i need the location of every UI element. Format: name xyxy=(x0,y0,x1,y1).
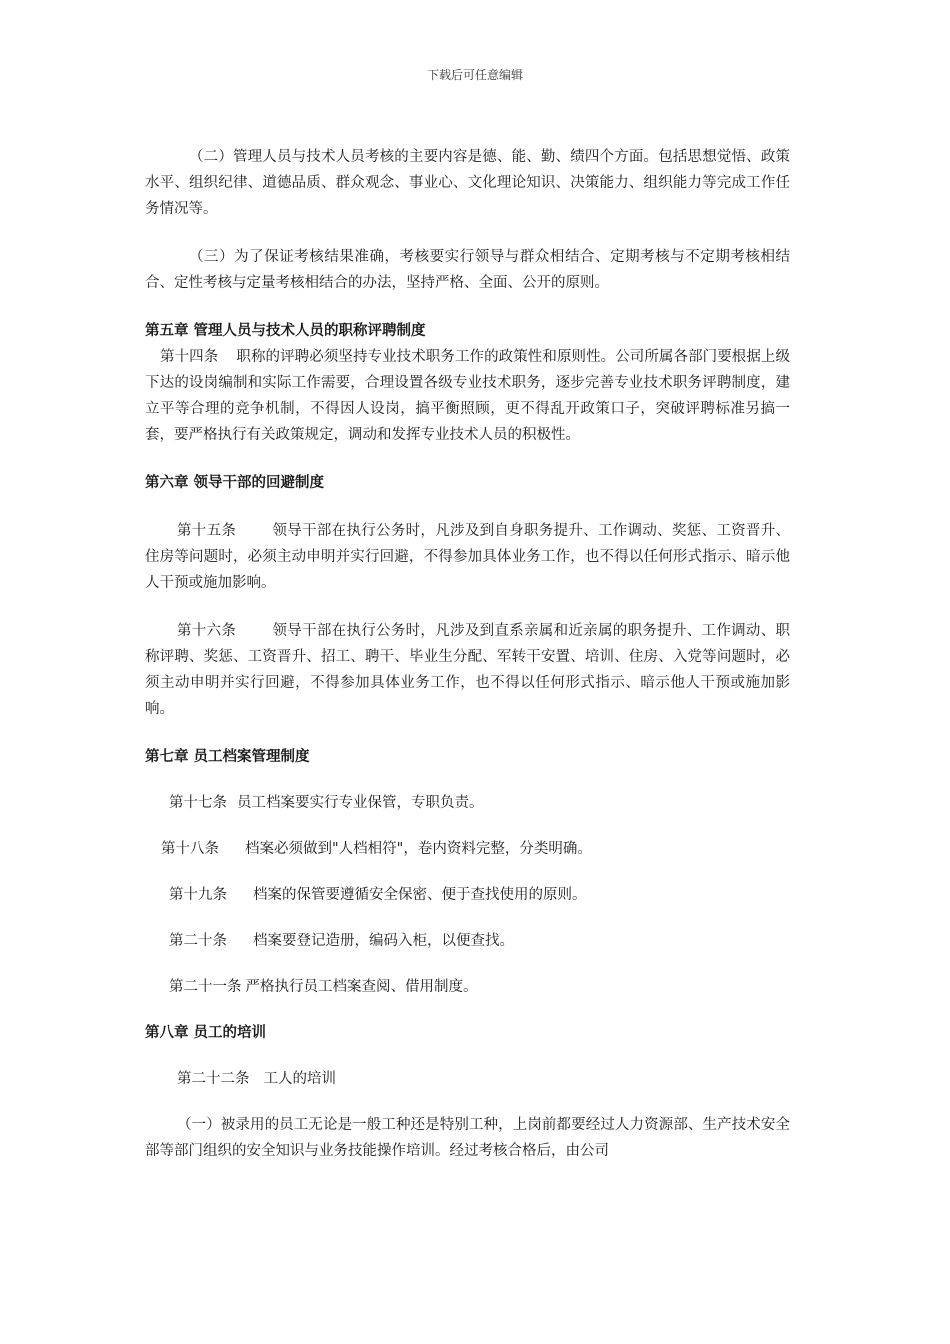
article-16-number: 第十六条 xyxy=(177,623,237,639)
article-21-number: 第二十一条 xyxy=(169,979,242,995)
paragraph-assessment-method: （三）为了保证考核结果准确，考核要实行领导与群众相结合、定期考核与不定期考核相结合、定性考核与定量考核相结合的办法，坚持严格、全面、公开的原则。 xyxy=(145,249,790,291)
article-15-text: 领导干部在执行公务时，凡涉及到自身职务提升、工作调动、奖惩、工资晋升、住房等问题时，必须主动申明并实行回避，不得参加具体业务工作，也不得以任何形式指示、暗示他人干预或施加影响。 xyxy=(145,523,791,591)
article-14-number: 第十四条 xyxy=(160,349,219,365)
article-20-text: 档案要登记造册，编码入柜，以便查找。 xyxy=(253,933,514,949)
chapter-5-title: 第五章 管理人员与技术人员的职称评聘制度 xyxy=(145,323,426,339)
article-17-number: 第十七条 xyxy=(169,795,227,811)
paragraph-worker-training: （一）被录用的员工无论是一般工种还是特别工种，上岗前都要经过人力资源部、生产技术安全部等部门组织的安全知识与业务技能操作培训。经过考核合格后，由公司 xyxy=(145,1117,790,1159)
article-18-number: 第十八条 xyxy=(161,841,219,857)
chapter-8-title: 第八章 员工的培训 xyxy=(145,1025,267,1041)
article-14-text: 职称的评聘必须坚持专业技术职务工作的政策性和原则性。公司所属各部门要根据上级下达的设岗编制和实际工作需要，合理设置各级专业技术职务，逐步完善专业技术职务评聘制度，建立平等合理的竞争机制，不得因人设岗，搞平衡照顾，更不得乱开政策口子，突破评聘标准另搞一套，要严格执行有关政策规定，调动和发挥专业技术人员的积极性。 xyxy=(145,349,791,443)
chapter-6-title: 第六章 领导干部的回避制度 xyxy=(145,475,325,491)
chapter-7-title: 第七章 员工档案管理制度 xyxy=(145,749,310,765)
article-17-text: 员工档案要实行专业保管，专职负责。 xyxy=(237,795,484,811)
article-17 xyxy=(145,790,790,816)
article-21-text: 严格执行员工档案查阅、借用制度。 xyxy=(245,979,478,995)
article-18 xyxy=(145,836,790,862)
paragraph-assessment-content: （二）管理人员与技术人员考核的主要内容是德、能、勤、绩四个方面。包括思想觉悟、政策水平、组织纪律、道德品质、群众观念、事业心、文化理论知识、决策能力、组织能力等完成工作任务情况等。 xyxy=(145,149,790,217)
article-14 xyxy=(145,344,790,448)
document-body xyxy=(145,144,790,1164)
article-16-text: 领导干部在执行公务时，凡涉及到直系亲属和近亲属的职务提升、工作调动、职称评聘、奖惩、工资晋升、招工、聘干、毕业生分配、军转干安置、培训、住房、入党等问题时，必须主动申明并实行回避，不得参加具体业务工作，也不得以任何形式指示、暗示他人干预或施加影响。 xyxy=(145,623,791,717)
article-19 xyxy=(145,882,790,908)
article-16 xyxy=(145,618,790,722)
article-15-number: 第十五条 xyxy=(177,523,237,539)
article-18-text: 档案必须做到"人档相符"，卷内资料完整，分类明确。 xyxy=(245,841,592,857)
article-19-text: 档案的保管要遵循安全保密、便于查找使用的原则。 xyxy=(253,887,587,903)
article-19-number: 第十九条 xyxy=(169,887,227,903)
article-22-text: 工人的培训 xyxy=(263,1071,336,1087)
article-21 xyxy=(145,974,790,1000)
article-20-number: 第二十条 xyxy=(169,933,227,949)
article-15 xyxy=(145,518,790,596)
article-20 xyxy=(145,928,790,954)
page-header: 下载后可任意编辑 xyxy=(426,68,523,82)
article-22-number: 第二十二条 xyxy=(177,1071,250,1087)
article-22 xyxy=(145,1066,790,1092)
